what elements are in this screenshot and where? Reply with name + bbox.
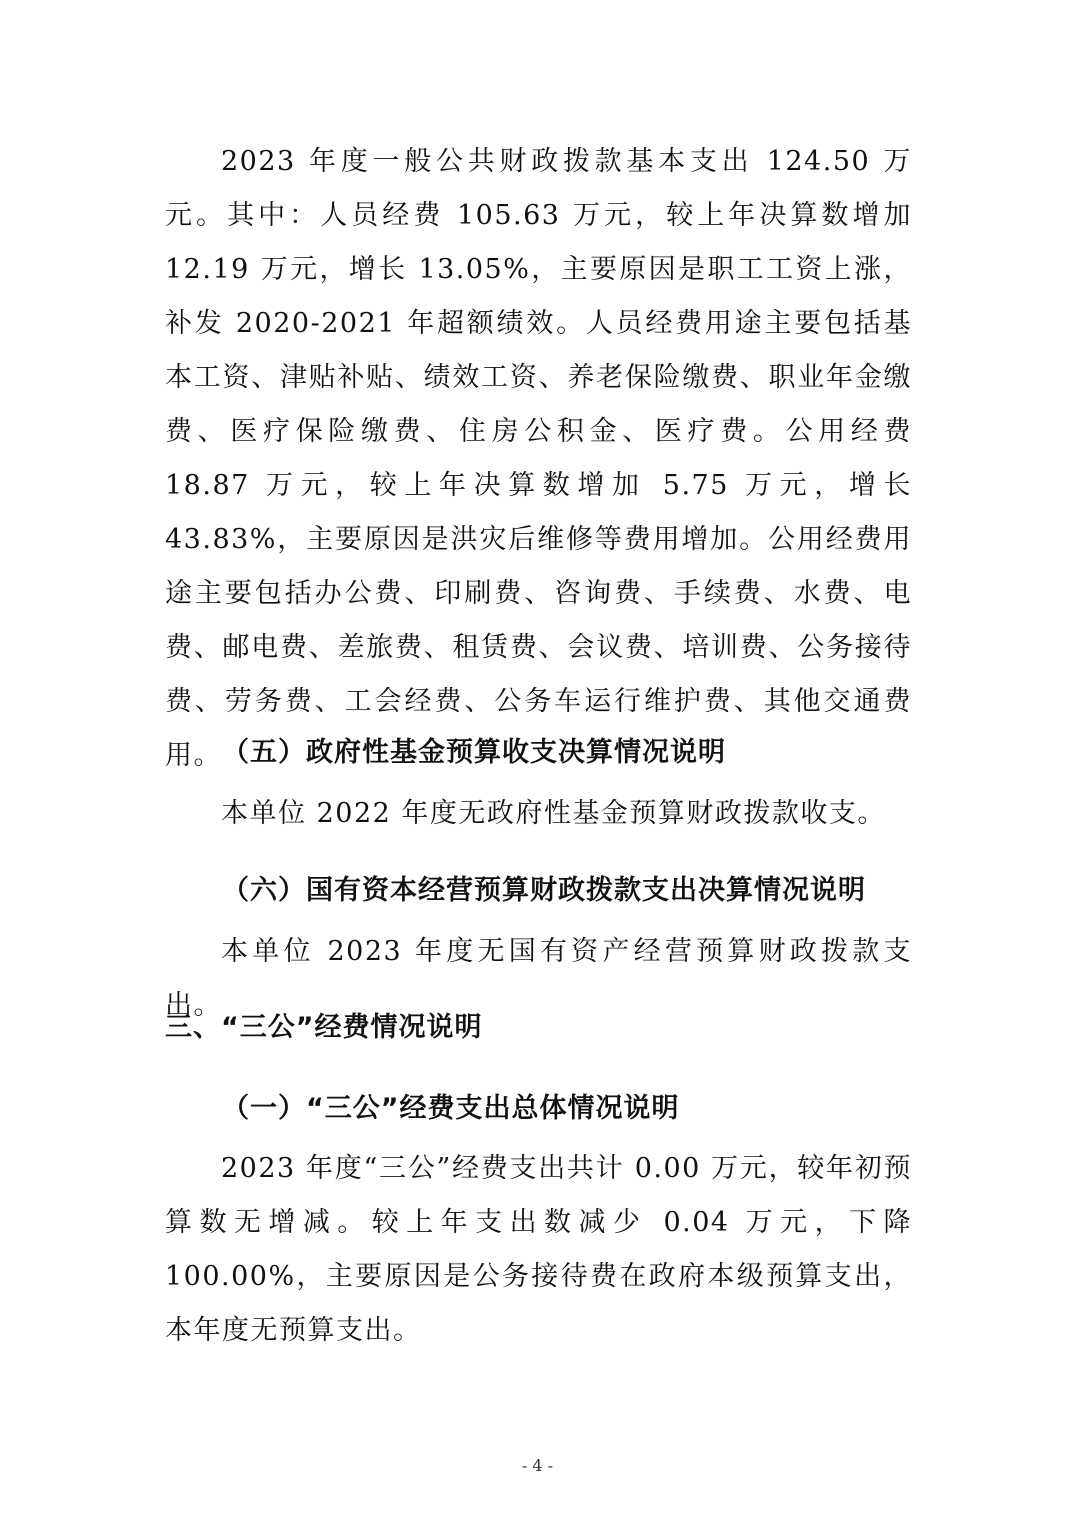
- section-three-public-expenses-title: 三、“三公”经费情况说明: [165, 1012, 483, 1043]
- paragraph-government-fund: 本单位 2022 年度无政府性基金预算财政拨款收支。: [221, 798, 886, 829]
- heading-government-fund-budget: （五）政府性基金预算收支决算情况说明: [222, 737, 726, 768]
- heading-three-public-overall: （一）“三公”经费支出总体情况说明: [222, 1093, 680, 1124]
- paragraph-basic-expenditure: 2023 年度一般公共财政拨款基本支出 124.50 万元。其中：人员经费 105.63 万元，较上年决算数增加 12.19 万元，增长 13.05%，主要原因是职工工资上涨，补发 2020-2021 年超额绩效。人员经费用途主要包括基本工资、津贴补贴、绩效工资、养老保险缴费、职业年金缴费、医疗保险缴费、住房公积金、医疗费。公用经费 18.87 万元，较上年决算数增加 5.75 万元，增长 43.83%，主要原因是洪灾后维修等费用增加。公用经费用途主要包括办公费、印刷费、咨询费、手续费、水费、电费、邮电费、差旅费、租赁费、会议费、培训费、公务接待费、劳务费、工会经费、公务车运行维护费、其他交通费用。: [165, 146, 912, 771]
- paragraph-three-public-overall: 2023 年度“三公”经费支出共计 0.00 万元，较年初预算数无增减。较上年支出数减少 0.04 万元，下降 100.00%，主要原因是公务接待费在政府本级预算支出，本年度无预算支出。: [165, 1153, 912, 1346]
- heading-state-capital-budget: （六）国有资本经营预算财政拨款支出决算情况说明: [222, 875, 866, 906]
- page-number: - 4 -: [521, 1456, 554, 1475]
- paragraph-state-capital: 本单位 2023 年度无国有资产经营预算财政拨款支出。: [165, 936, 912, 1021]
